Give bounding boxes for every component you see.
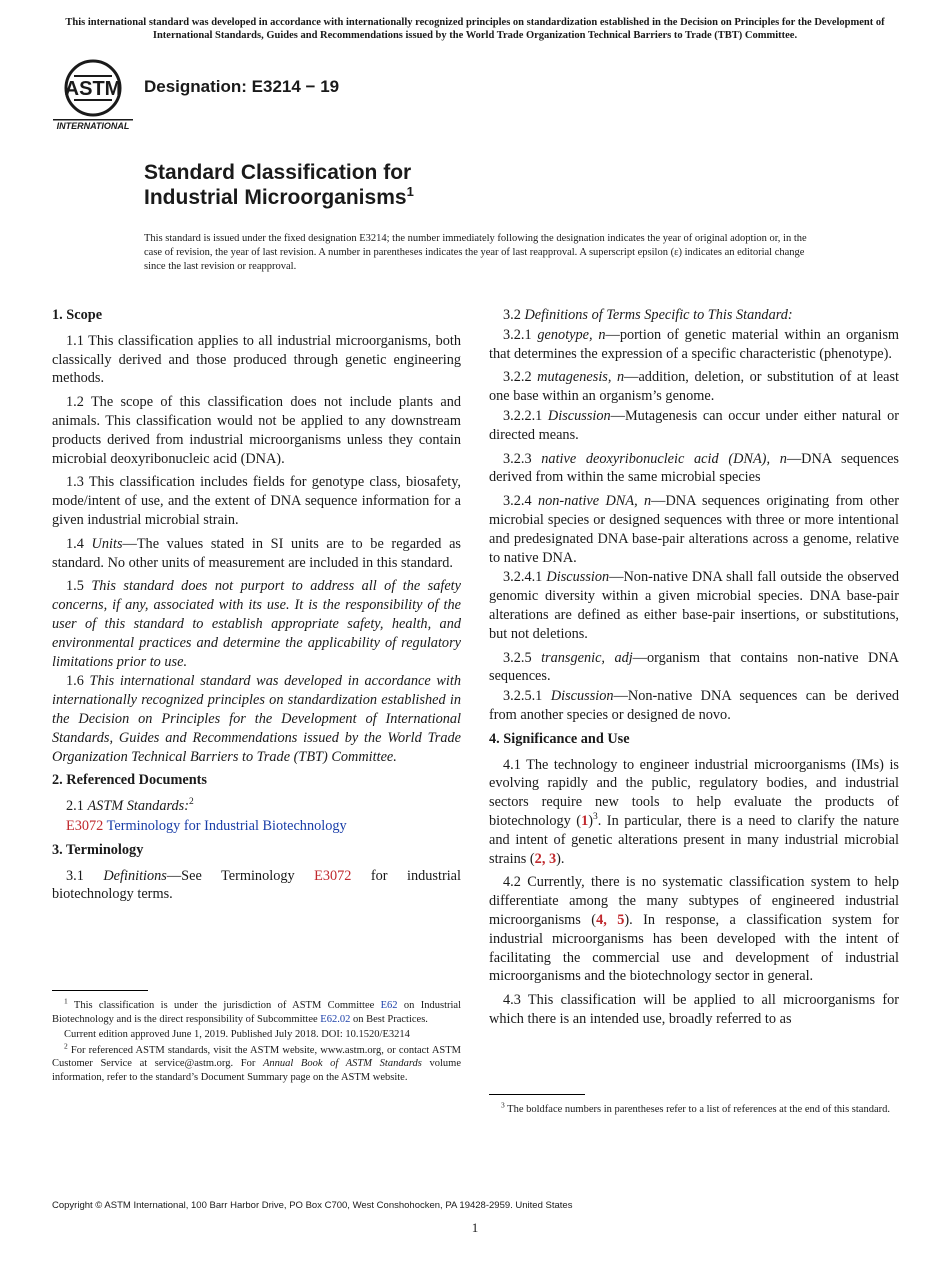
title-line-2: Industrial Microorganisms bbox=[144, 186, 407, 209]
para-num: 3.2.4.1 bbox=[503, 569, 547, 586]
para-text: —portion of genetic material within an organism that determines the expression of a specific characteristic (phenotype). bbox=[489, 326, 899, 362]
para-1-2: 1.2 The scope of this classification does not include plants and animals. This classification would not be applied to any downstream products derived from industrial microorganisms unless they contain microbial deoxyribonucleic acid (DNA). bbox=[52, 394, 461, 467]
para-text: for industrial biotechnology terms. bbox=[52, 867, 462, 903]
para-text: . In particular, there is a need to clarify the nature and intent of genetic alterations present in many industrial microbial strains ( bbox=[489, 812, 899, 867]
term-definitions: Definitions bbox=[103, 867, 167, 884]
footnote-text: This classification is under the jurisdiction of ASTM Committee bbox=[67, 1000, 381, 1011]
para-text: This international standard was developed in accordance with internationally recognized principles on standardization established in the Decision on Principles for the Development of International Standards, Guides and Recommendations issued by the World Trade Organization Technical Barriers to Trade (TBT) Committee. bbox=[52, 673, 461, 765]
reference-link-2[interactable]: 2 bbox=[534, 850, 542, 867]
para-text: —DNA sequences originating from other microbial species or designed sequences with three or more intentional and predesignated DNA base-pair alterations across a genome, relative to native DNA. bbox=[489, 493, 899, 566]
footnote-text: volume information, refer to the standard’s Document Summary page on the ASTM website. bbox=[52, 1058, 461, 1083]
para-1-6 bbox=[52, 672, 461, 766]
para-1-5 bbox=[52, 577, 461, 671]
logo-text: ASTM bbox=[64, 78, 122, 100]
ref-item-e3072 bbox=[52, 817, 461, 836]
footnote-text: on Best Practices. bbox=[350, 1013, 428, 1025]
para-3-2-5-1 bbox=[489, 687, 899, 725]
para-text: —See Terminology bbox=[166, 867, 315, 884]
copyright: Copyright © ASTM International, 100 Barr Harbor Drive, PO Box C700, West Conshohocken, PA 19428-2959. United States bbox=[52, 1200, 573, 1211]
ref-title-link[interactable]: Terminology for Industrial Biotechnology bbox=[106, 817, 347, 834]
para-num: 3.2.2 bbox=[503, 369, 538, 386]
significance-heading: 4. Significance and Use bbox=[489, 730, 630, 747]
para-2-1 bbox=[52, 797, 461, 816]
para-term: transgenic, adj bbox=[541, 649, 633, 666]
para-term: native deoxyribonucleic acid (DNA), n bbox=[541, 450, 787, 467]
ref-separator: , bbox=[541, 850, 549, 867]
footnote-mark: 1 bbox=[64, 996, 68, 1006]
footnote-text: The boldface numbers in parentheses refer to a list of references at the end of this standard. bbox=[504, 1104, 890, 1115]
para-text: This standard does not purport to address all of the safety concerns, if any, associated with its use. It is the responsibility of the user of this standard to establish appropriate safety, health, and environmental practices and determine the applicability of regulatory limitations prior to use. bbox=[52, 578, 461, 670]
para-num: 3.2.3 bbox=[503, 450, 542, 467]
para-num: 3.2.5.1 bbox=[503, 688, 551, 705]
footnote-italic: Annual Book of ASTM Standards bbox=[262, 1058, 422, 1069]
para-text: —Non-native DNA sequences can be derived from another species or designed de novo. bbox=[489, 688, 900, 723]
issued-note: This standard is issued under the fixed designation E3214; the number immediately following the designation indicates the year of original adoption or, in the case of revision, the year of last revision. A number in parentheses indicates the year of last reapproval. A superscript epsilon (ε) indicates an editorial change since the last revision or reapproval. bbox=[144, 233, 807, 272]
edition-note: Current edition approved June 1, 2019. Published July 2018. DOI: 10.1520/E3214 bbox=[64, 1029, 410, 1040]
footnote-text: For referenced ASTM standards, visit the ASTM website, www.astm.org, or contact ASTM Customer Service at service@astm.org. For bbox=[52, 1044, 461, 1069]
para-3-2-4 bbox=[489, 492, 899, 567]
para-num: 3.2.5 bbox=[503, 649, 542, 666]
para-3-2 bbox=[489, 306, 899, 325]
para-3-2-3 bbox=[489, 450, 899, 488]
e62-link[interactable]: E62 bbox=[380, 1000, 398, 1011]
para-text: —Mutagenesis can occur under either natural or directed means. bbox=[489, 407, 899, 443]
para-1-3: 1.3 This classification includes fields for genotype class, biosafety, mode/intent of use, and the extent of DNA sequence information for a given industrial microbial strain. bbox=[52, 474, 461, 528]
footnote-1 bbox=[52, 996, 461, 1026]
title-line-1: Standard Classification for bbox=[144, 161, 412, 184]
footnote-mark: 2 bbox=[189, 797, 194, 808]
footnote-rule bbox=[52, 990, 148, 991]
terminology-heading: 3. Terminology bbox=[52, 841, 144, 858]
term-astm-standards: ASTM Standards: bbox=[87, 798, 189, 815]
right-column bbox=[489, 306, 899, 1034]
footnote-3 bbox=[489, 1100, 899, 1117]
reference-link-4[interactable]: 4 bbox=[596, 911, 604, 928]
para-3-2-5 bbox=[489, 649, 899, 687]
footnote-text: on Industrial Biotechnology and is the direct responsibility of Subcommittee bbox=[52, 1000, 461, 1025]
reference-link-5[interactable]: 5 bbox=[617, 911, 625, 928]
para-text: —The values stated in SI units are to be regarded as standard. No other units of measurement are included in this standard. bbox=[52, 535, 461, 571]
term-units: Units bbox=[91, 535, 123, 552]
page-number: 1 bbox=[471, 1220, 479, 1235]
para-term: mutagenesis, n bbox=[537, 369, 625, 386]
footnote-mark: 2 bbox=[64, 1041, 68, 1050]
para-3-2-2 bbox=[489, 368, 899, 406]
para-text: ) bbox=[588, 812, 593, 829]
footnotes-right bbox=[489, 1094, 899, 1119]
para-num: 2.1 bbox=[66, 798, 88, 815]
para-num: 1.6 bbox=[66, 673, 90, 690]
para-text: —organism that contains non-native DNA sequences. bbox=[489, 649, 900, 685]
para-num: 3.2.1 bbox=[503, 326, 538, 343]
footnotes-left bbox=[52, 990, 461, 1086]
para-3-1 bbox=[52, 867, 461, 905]
para-term: Discussion bbox=[546, 569, 610, 586]
logo-subtext: INTERNATIONAL bbox=[56, 121, 130, 131]
para-4-1 bbox=[489, 756, 899, 869]
para-3-2-1 bbox=[489, 326, 899, 364]
ref-code-link[interactable]: E3072 bbox=[66, 817, 104, 834]
footnote-mark: 3 bbox=[501, 1100, 505, 1110]
para-term: non-native DNA, n bbox=[537, 493, 652, 510]
para-num: 3.2 bbox=[503, 307, 525, 323]
para-num: 3.1 bbox=[66, 867, 104, 884]
para-term: genotype, n bbox=[537, 326, 606, 343]
para-4-3: 4.3 This classification will be applied to all microorganisms for which there is an intended use, broadly referred to as bbox=[489, 992, 899, 1027]
e62-02-link[interactable]: E62.02 bbox=[320, 1013, 351, 1025]
para-term: Discussion bbox=[550, 688, 614, 705]
para-num: 3.2.4 bbox=[503, 493, 538, 510]
para-term: Definitions of Terms Specific to This Standard: bbox=[524, 307, 793, 323]
scope-heading: 1. Scope bbox=[52, 307, 103, 323]
reference-link-1[interactable]: 1 bbox=[581, 812, 589, 829]
para-text: ). bbox=[556, 850, 565, 867]
left-column bbox=[52, 306, 461, 909]
para-1-1: 1.1 This classification applies to all industrial microorganisms, both classically derived and those produced through genetic engineering methods. bbox=[52, 332, 461, 387]
para-text: ). In response, a classification system for industrial microorganisms has been developed with the intent of facilitating the commercial use and development of industrial microorganisms and the biotechnology sector in general. bbox=[489, 911, 899, 985]
para-text: —addition, deletion, or substitution of at least one base within an organism’s genome. bbox=[489, 369, 899, 405]
para-num: 1.4 bbox=[66, 535, 92, 552]
para-text: —DNA sequences derived from within the same microbial species bbox=[489, 450, 899, 486]
para-4-2 bbox=[489, 873, 899, 986]
top-notice: This international standard was developed in accordance with internationally recognized principles on standardization established in the Decision on Principles for the Development of International Standards, Guides and Recommendations issued by the World Trade Organization Technical Barriers to Trade (TBT) Committee. bbox=[65, 17, 885, 41]
footnote-2 bbox=[52, 1041, 461, 1085]
refdocs-heading: 2. Referenced Documents bbox=[52, 772, 207, 789]
para-num: 1.5 bbox=[66, 578, 92, 595]
footnote-mark: 3 bbox=[592, 812, 598, 823]
para-3-2-4-1 bbox=[489, 568, 899, 643]
page-title bbox=[144, 160, 414, 210]
para-text: —Non-native DNA shall fall outside the observed genomic diversity within a given microbial species. DNA base-pair alterations are defined as either base-pair insertions, or substitutions, but not deletions. bbox=[489, 569, 900, 642]
astm-logo-icon bbox=[52, 56, 134, 132]
para-term: Discussion bbox=[547, 407, 611, 424]
footnote-rule bbox=[489, 1094, 585, 1095]
reference-link-3[interactable]: 3 bbox=[548, 850, 557, 867]
para-3-2-2-1 bbox=[489, 407, 899, 445]
e3072-link[interactable]: E3072 bbox=[314, 867, 352, 884]
para-num: 3.2.2.1 bbox=[503, 407, 548, 424]
para-text: 4.1 The technology to engineer industrial microorganisms (IMs) is evolving rapidly and the public, regulatory bodies, and industrial sectors require new tools to help evaluate the products of biotechnology ( bbox=[489, 756, 899, 829]
title-footnote-mark: 1 bbox=[406, 184, 414, 199]
para-1-4 bbox=[52, 535, 461, 573]
designation: Designation: E3214 − 19 bbox=[144, 77, 340, 96]
para-text: 4.2 Currently, there is no systematic classification system to help differentiate among the many subtypes of engineered industrial microorganisms ( bbox=[489, 874, 899, 928]
ref-separator: , bbox=[603, 911, 618, 928]
